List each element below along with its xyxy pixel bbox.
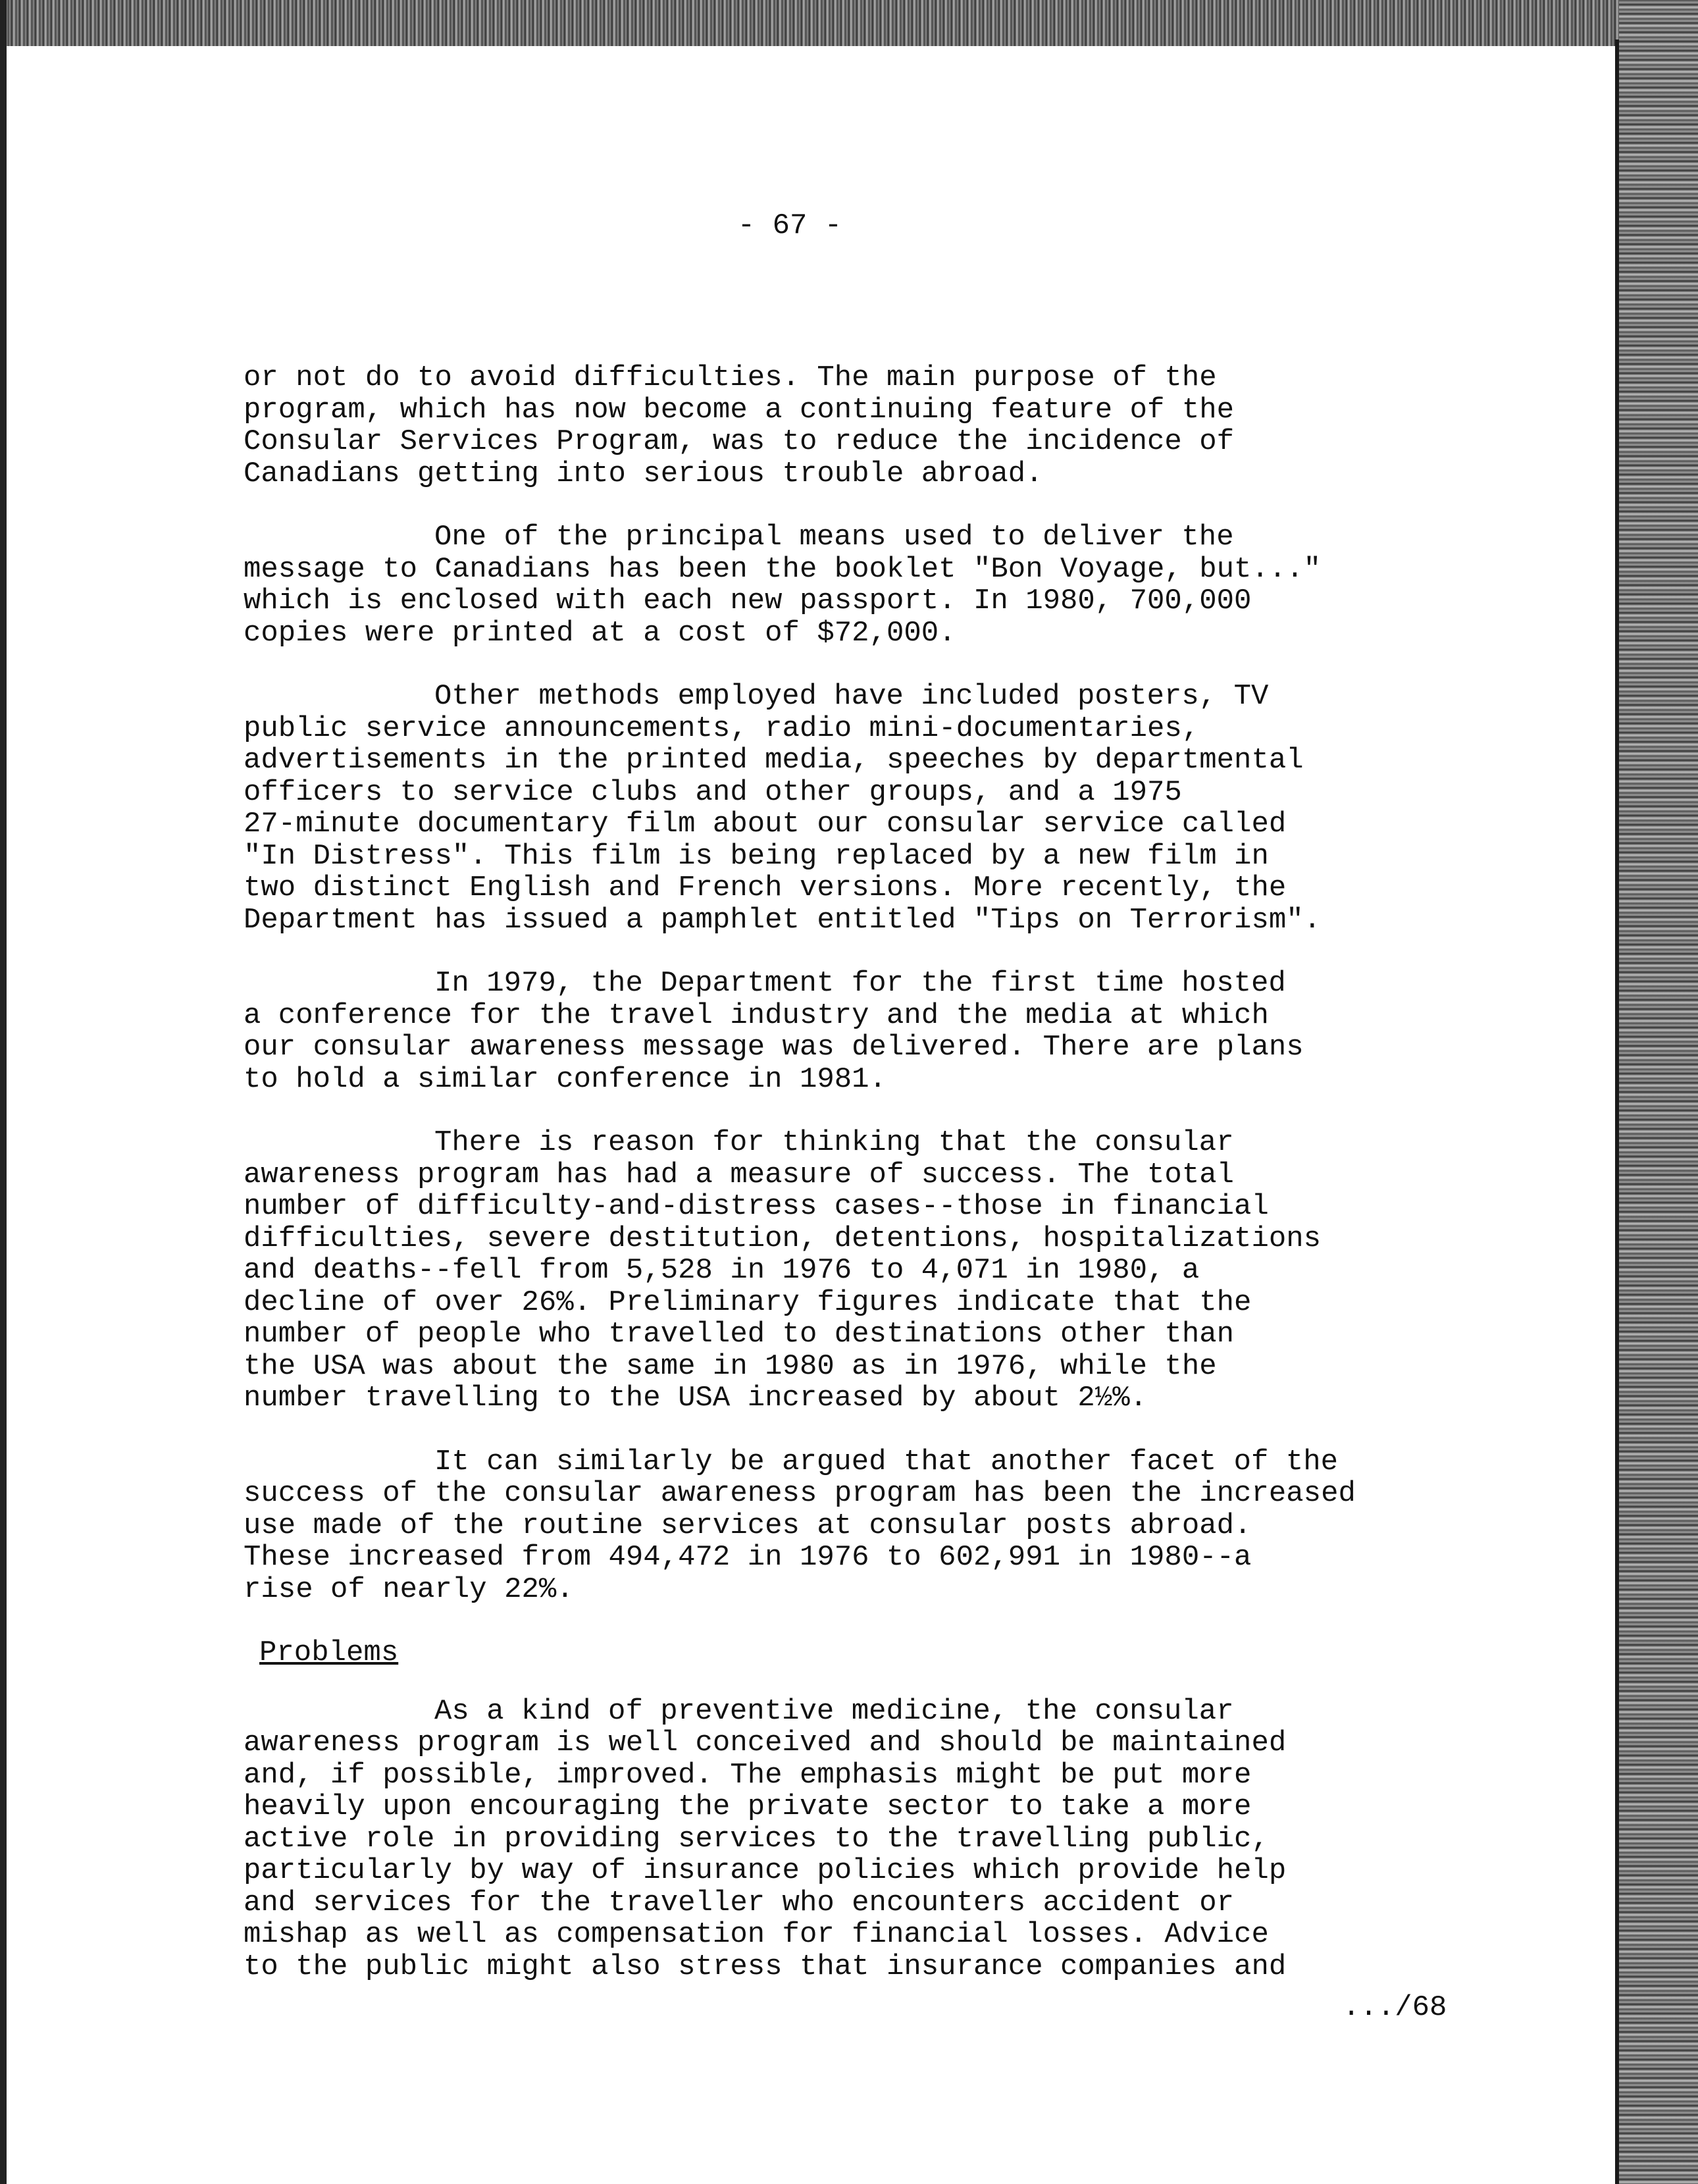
paragraph-intro: or not do to avoid difficulties. The main purpose of the program, which has now become a continuing feature of the Consular Services Program, was to reduce the incidence of Canadians getting into serious trouble abroad. <box>244 361 1235 490</box>
paragraph-success: There is reason for thinking that the consular awareness program has had a measure of success. The total number of difficulty-and-distress cases--those in financial difficulties, severe destitution, detentions, hospitalizations and deaths--fell from 5,528 in 1976 to 4,071 in 1980, a decline of over 26%. Preliminary figures indicate that the number of people who travelled to destinations other than the USA was about the same in 1980 as in 1976, while the number travelling to the USA increased by about 2½%. <box>244 1126 1322 1415</box>
paragraph-problems: As a kind of preventive medicine, the consular awareness program is well conceived and should be maintained and, if possible, improved. The emphasis might be put more heavily upon encouraging the private sector to take a more active role in providing services to the travelling public, particularly by way of insurance policies which provide help and services for the traveller who encounters accident or mishap as well as compensation for financial losses. Advice to the public might also stress that insurance companies and <box>244 1694 1287 1983</box>
section-heading-problems: Problems <box>259 1636 399 1669</box>
page-number: - 67 - <box>737 209 842 242</box>
paragraph-methods: Other methods employed have included posters, TV public service announcements, radio mini-documentaries, advertisements in the printed media, speeches by departmental officers to service clubs and other groups, and a 1975 27-minute documentary film about our consular service called "In Distress". This film is being replaced by a new film in two distinct English and French versions. More recently, the Department has issued a pamphlet entitled "Tips on Terrorism". <box>244 680 1322 937</box>
paragraph-routine-services: It can similarly be argued that another facet of the success of the consular awareness program has been the increased use made of the routine services at consular posts abroad. These increased from 494,472 in 1976 to 602,991 in 1980--a rise of nearly 22%. <box>244 1445 1356 1606</box>
continuation-marker: .../68 <box>1343 1991 1447 2024</box>
body-text <box>244 362 1474 2014</box>
paragraph-booklet: One of the principal means used to deliver the message to Canadians has been the booklet "Bon Voyage, but..." which is enclosed with each new passport. In 1980, 700,000 copies were printed at a cost of $72,000. <box>244 521 1322 650</box>
paragraph-conference: In 1979, the Department for the first time hosted a conference for the travel industry and the media at which our consular awareness message was delivered. There are plans to hold a similar conference in 1981. <box>244 967 1304 1096</box>
